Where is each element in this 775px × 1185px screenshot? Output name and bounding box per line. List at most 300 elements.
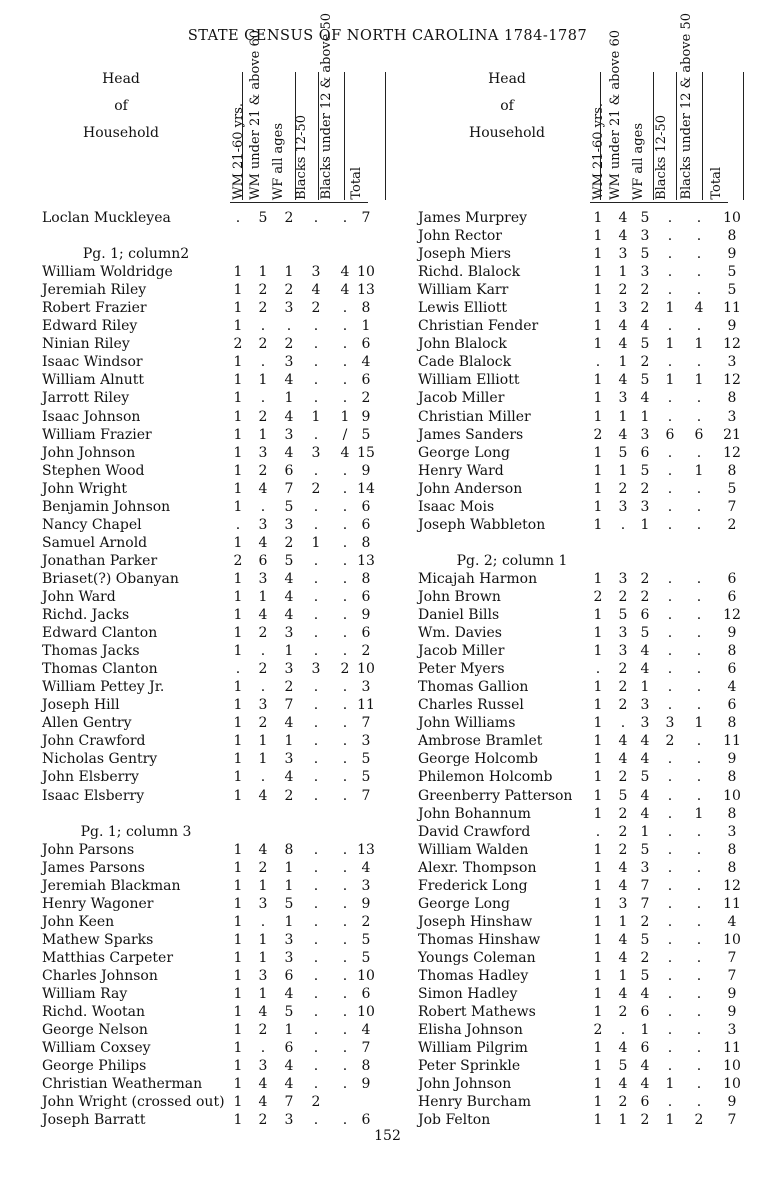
count-cell: 1 (640, 408, 650, 425)
count-cell: 5 (727, 282, 737, 299)
household-name: Joseph Hinshaw (418, 913, 533, 930)
count-cell: 7 (284, 697, 294, 714)
table-row (412, 245, 764, 263)
count-cell: 2 (258, 661, 268, 678)
count-cell: . (313, 769, 319, 786)
count-cell: . (667, 444, 673, 461)
count-cell: 4 (361, 354, 371, 371)
section-label: Pg. 2; column 1 (456, 552, 568, 569)
count-cell: 1 (593, 408, 603, 425)
count-cell: . (667, 643, 673, 660)
count-cell: 4 (284, 1076, 294, 1093)
table-row (36, 732, 396, 750)
count-cell: 1 (233, 697, 243, 714)
count-cell: 1 (618, 913, 628, 930)
count-cell: . (667, 210, 673, 226)
count-cell: . (313, 570, 319, 587)
count-cell: 3 (311, 661, 321, 678)
household-name: Jacob Miller (418, 390, 505, 407)
household-name: Henry Burcham (418, 1094, 532, 1111)
count-cell: 13 (357, 841, 375, 858)
count-cell: 2 (618, 661, 628, 678)
table-row (36, 534, 396, 552)
count-cell: 2 (640, 1112, 650, 1129)
count-cell: . (342, 516, 348, 533)
count-cell: 6 (694, 426, 704, 443)
count-cell: 1 (258, 931, 268, 948)
count-cell: 1 (593, 318, 603, 335)
count-cell: . (313, 1004, 319, 1021)
count-cell: 4 (258, 841, 268, 858)
count-cell: 4 (618, 372, 628, 389)
table-row (412, 768, 764, 786)
count-cell: . (313, 588, 319, 605)
count-cell: . (313, 318, 319, 335)
count-cell: 1 (233, 534, 243, 551)
table-row (412, 985, 764, 1003)
count-cell: 4 (640, 390, 650, 407)
count-cell: 2 (727, 516, 737, 533)
count-cell: . (667, 751, 673, 768)
count-cell: 5 (284, 895, 294, 912)
count-cell: 3 (640, 859, 650, 876)
count-cell: 2 (640, 949, 650, 966)
count-cell: 4 (361, 859, 371, 876)
count-cell: 1 (233, 841, 243, 858)
count-cell: 6 (284, 462, 294, 479)
count-cell: 3 (640, 697, 650, 714)
count-cell: 1 (593, 715, 603, 732)
household-name: Loclan Muckleyea (42, 210, 171, 226)
count-cell: 2 (284, 210, 294, 226)
count-cell: 4 (258, 787, 268, 804)
count-cell: 5 (361, 426, 371, 443)
household-name: William Elliott (418, 372, 520, 389)
household-name: William Pettey Jr. (42, 679, 165, 696)
table-row (412, 823, 764, 841)
count-cell: 8 (361, 534, 371, 551)
column-divider (676, 72, 677, 200)
count-cell: 15 (357, 444, 375, 461)
count-cell: . (667, 570, 673, 587)
table-row (36, 624, 396, 642)
count-cell: 4 (618, 210, 628, 226)
count-cell: 1 (233, 679, 243, 696)
count-cell: 1 (258, 949, 268, 966)
household-name: George Holcomb (418, 751, 538, 768)
count-cell: 1 (233, 967, 243, 984)
table-row (412, 787, 764, 805)
column-divider (743, 72, 744, 200)
count-cell: . (342, 986, 348, 1003)
column-header: Blacks 12-50 (654, 115, 669, 200)
count-cell: . (313, 841, 319, 858)
count-cell: 3 (361, 733, 371, 750)
count-cell: 1 (258, 372, 268, 389)
table-row (412, 480, 764, 498)
count-cell: . (667, 228, 673, 245)
count-cell: 8 (361, 570, 371, 587)
household-name: Job Felton (418, 1112, 491, 1129)
household-name: Cade Blalock (418, 354, 512, 371)
count-cell: 1 (593, 643, 603, 660)
count-cell: 2 (618, 1094, 628, 1111)
count-cell: 4 (640, 986, 650, 1003)
count-cell: 1 (258, 733, 268, 750)
household-name: Youngs Coleman (418, 949, 536, 966)
count-cell: 4 (618, 318, 628, 335)
count-cell: 3 (618, 643, 628, 660)
count-cell: 2 (258, 715, 268, 732)
count-cell: . (342, 390, 348, 407)
count-cell: 1 (258, 588, 268, 605)
head-label-line: Household (82, 125, 159, 141)
count-cell: . (696, 913, 702, 930)
count-cell: . (696, 931, 702, 948)
count-cell: 1 (233, 570, 243, 587)
count-cell: 2 (311, 300, 321, 317)
count-cell: 2 (618, 805, 628, 822)
count-cell: 7 (727, 498, 737, 515)
count-cell: 3 (618, 300, 628, 317)
count-cell: 10 (357, 661, 375, 678)
table-row (36, 480, 396, 498)
count-cell: . (342, 877, 348, 894)
count-cell: . (667, 390, 673, 407)
count-cell: . (342, 588, 348, 605)
table-row (36, 841, 396, 859)
count-cell: . (696, 643, 702, 660)
count-cell: 3 (618, 390, 628, 407)
household-name: Thomas Hinshaw (418, 931, 541, 948)
count-cell: . (260, 679, 266, 696)
count-cell: 1 (233, 877, 243, 894)
column-divider (702, 72, 703, 200)
count-cell: 1 (258, 877, 268, 894)
table-row (412, 317, 764, 335)
count-cell: 2 (640, 300, 650, 317)
count-cell: 2 (361, 643, 371, 660)
table-row (412, 371, 764, 389)
count-cell: 1 (233, 859, 243, 876)
count-cell: . (260, 1040, 266, 1057)
count-cell: 3 (284, 751, 294, 768)
table-row (36, 498, 396, 516)
count-cell: 1 (233, 426, 243, 443)
count-cell: . (696, 498, 702, 515)
count-cell: 7 (727, 1112, 737, 1129)
household-name: Philemon Holcomb (418, 769, 553, 786)
count-cell: 2 (640, 588, 650, 605)
table-row (36, 660, 396, 678)
household-name: Thomas Hadley (418, 967, 529, 984)
count-cell: 3 (640, 715, 650, 732)
count-cell: . (667, 588, 673, 605)
count-cell: 1 (233, 300, 243, 317)
count-cell: . (342, 769, 348, 786)
count-cell: 4 (618, 949, 628, 966)
count-cell: 6 (727, 697, 737, 714)
count-cell: 8 (727, 462, 737, 479)
count-cell: . (696, 228, 702, 245)
household-name: Micajah Harmon (418, 570, 538, 587)
count-cell: 8 (284, 841, 294, 858)
table-row (36, 949, 396, 967)
count-cell: 1 (694, 805, 704, 822)
count-cell: . (342, 1040, 348, 1057)
count-cell: 1 (233, 498, 243, 515)
count-cell: . (696, 823, 702, 840)
table-row (36, 426, 396, 444)
count-cell: 1 (694, 462, 704, 479)
count-cell: . (667, 679, 673, 696)
count-cell: . (342, 913, 348, 930)
household-name: William Woldridge (42, 264, 173, 281)
count-cell: 6 (284, 967, 294, 984)
count-cell: 5 (640, 246, 650, 263)
count-cell: 1 (233, 1040, 243, 1057)
household-name: Henry Ward (418, 462, 504, 479)
count-cell: 8 (727, 390, 737, 407)
count-cell: 1 (665, 1076, 675, 1093)
count-cell: 4 (311, 282, 321, 299)
household-name: George Long (418, 895, 510, 912)
count-cell: 8 (361, 300, 371, 317)
household-name: John Brown (418, 588, 501, 605)
count-cell: 2 (258, 859, 268, 876)
household-name: John Wright (crossed out) (42, 1094, 225, 1111)
count-cell: 1 (284, 643, 294, 660)
household-name: Elisha Johnson (418, 1022, 523, 1039)
count-cell: 9 (361, 408, 371, 425)
count-cell: . (342, 498, 348, 515)
count-cell: 1 (593, 967, 603, 984)
count-cell: 12 (723, 336, 741, 353)
table-row (36, 931, 396, 949)
count-cell: 1 (284, 1022, 294, 1039)
count-cell: 10 (723, 931, 741, 948)
count-cell: 4 (258, 607, 268, 624)
count-cell: 4 (618, 751, 628, 768)
table-row (412, 696, 764, 714)
household-name: John Wright (42, 480, 128, 497)
household-name: Jonathan Parker (42, 552, 158, 569)
count-cell: 1 (593, 1058, 603, 1075)
count-cell: . (313, 715, 319, 732)
household-name: Stephen Wood (42, 462, 145, 479)
count-cell: . (313, 967, 319, 984)
count-cell: . (696, 1094, 702, 1111)
household-name: John Ward (42, 588, 116, 605)
count-cell: 10 (357, 967, 375, 984)
count-cell: 2 (694, 1112, 704, 1129)
household-name: John Anderson (418, 480, 523, 497)
table-row (412, 462, 764, 480)
table-row (412, 624, 764, 642)
count-cell: . (620, 715, 626, 732)
count-cell: 4 (258, 1076, 268, 1093)
column-header: WM 21-60 yrs. (231, 103, 246, 200)
count-cell: . (342, 354, 348, 371)
column-header: WM 21-60 yrs. (591, 103, 606, 200)
count-cell: 1 (694, 336, 704, 353)
count-cell: 1 (593, 444, 603, 461)
household-name: Robert Mathews (418, 1004, 536, 1021)
household-name: Richd. Wootan (42, 1004, 146, 1021)
household-name: Richd. Jacks (42, 607, 130, 624)
count-cell: 4 (340, 282, 350, 299)
count-cell: 8 (727, 643, 737, 660)
count-cell: 1 (593, 607, 603, 624)
count-cell: . (313, 1076, 319, 1093)
count-cell: . (696, 264, 702, 281)
table-row (412, 444, 764, 462)
table-row (412, 426, 764, 444)
count-cell: 1 (640, 823, 650, 840)
count-cell: 2 (593, 1022, 603, 1039)
count-cell: 3 (284, 354, 294, 371)
count-cell: 1 (593, 931, 603, 948)
count-cell: 7 (284, 1094, 294, 1111)
count-cell: 1 (284, 859, 294, 876)
count-cell: . (696, 877, 702, 894)
count-cell: 1 (258, 426, 268, 443)
count-cell: . (313, 354, 319, 371)
count-cell: 4 (640, 318, 650, 335)
count-cell: 3 (727, 1022, 737, 1039)
table-row (412, 714, 764, 732)
household-name: John Elsberry (42, 769, 139, 786)
count-cell: 2 (258, 1112, 268, 1129)
count-cell: 12 (723, 372, 741, 389)
count-cell: 1 (233, 1112, 243, 1129)
count-cell: . (696, 588, 702, 605)
count-cell: 1 (618, 264, 628, 281)
table-row (412, 895, 764, 913)
count-cell: 4 (284, 444, 294, 461)
count-cell: 5 (361, 751, 371, 768)
count-cell: 3 (311, 264, 321, 281)
table-row (412, 1039, 764, 1057)
count-cell: 1 (593, 859, 603, 876)
household-name: Frederick Long (418, 877, 528, 894)
count-cell: 9 (727, 986, 737, 1003)
table-row (412, 408, 764, 426)
count-cell: . (696, 697, 702, 714)
count-cell: . (342, 625, 348, 642)
household-name: John Crawford (42, 733, 146, 750)
count-cell: . (696, 751, 702, 768)
count-cell: 4 (284, 408, 294, 425)
count-cell: 6 (361, 372, 371, 389)
count-cell: 3 (258, 895, 268, 912)
count-cell: 7 (361, 1040, 371, 1057)
count-cell: 1 (593, 498, 603, 515)
count-cell: 2 (618, 282, 628, 299)
count-cell: 2 (258, 300, 268, 317)
count-cell: 7 (361, 715, 371, 732)
count-cell: . (696, 1058, 702, 1075)
count-cell: 9 (727, 318, 737, 335)
count-cell: 11 (723, 300, 741, 317)
count-cell: 1 (233, 480, 243, 497)
count-cell: 3 (361, 877, 371, 894)
count-cell: 2 (311, 480, 321, 497)
count-cell: 4 (618, 426, 628, 443)
household-name: John Parsons (42, 841, 135, 858)
count-cell: 4 (618, 336, 628, 353)
table-row (412, 498, 764, 516)
count-cell: 2 (618, 769, 628, 786)
count-cell: . (313, 1022, 319, 1039)
count-cell: 1 (311, 408, 321, 425)
count-cell: 1 (233, 986, 243, 1003)
count-cell: 1 (340, 408, 350, 425)
count-cell: . (342, 697, 348, 714)
count-cell: . (342, 841, 348, 858)
count-cell: 1 (233, 769, 243, 786)
count-cell: . (313, 426, 319, 443)
count-cell: . (667, 949, 673, 966)
count-cell: 4 (618, 733, 628, 750)
count-cell: 1 (665, 300, 675, 317)
table-row (412, 299, 764, 317)
count-cell: 1 (233, 588, 243, 605)
count-cell: 1 (593, 228, 603, 245)
count-cell: 2 (618, 679, 628, 696)
household-name: Samuel Arnold (42, 534, 148, 551)
count-cell: 6 (284, 1040, 294, 1057)
count-cell: 5 (640, 931, 650, 948)
count-cell: . (595, 661, 601, 678)
count-cell: . (696, 354, 702, 371)
table-row (412, 805, 764, 823)
household-name: Isaac Mois (418, 498, 495, 515)
household-name: Edward Clanton (42, 625, 158, 642)
count-cell: 3 (618, 498, 628, 515)
count-cell: 3 (618, 246, 628, 263)
household-name: Charles Johnson (42, 967, 158, 984)
count-cell: 1 (233, 264, 243, 281)
count-cell: 5 (640, 462, 650, 479)
count-cell: 3 (727, 823, 737, 840)
count-cell: 9 (727, 246, 737, 263)
count-cell: 2 (233, 336, 243, 353)
count-cell: . (260, 354, 266, 371)
count-cell: . (260, 498, 266, 515)
count-cell: 8 (727, 769, 737, 786)
count-cell: . (260, 318, 266, 335)
column-header: WF all ages (271, 122, 286, 200)
count-cell: . (313, 733, 319, 750)
count-cell: 1 (233, 1094, 243, 1111)
count-cell: 3 (665, 715, 675, 732)
count-cell: 4 (618, 859, 628, 876)
count-cell: 1 (593, 264, 603, 281)
count-cell: 6 (727, 570, 737, 587)
table-row (412, 642, 764, 660)
household-name: William Walden (418, 841, 529, 858)
table-row (36, 985, 396, 1003)
count-cell: . (342, 715, 348, 732)
count-cell: 5 (618, 787, 628, 804)
head-of-household-label (412, 66, 602, 147)
count-cell: 4 (640, 787, 650, 804)
count-cell: . (313, 895, 319, 912)
count-cell: 1 (618, 354, 628, 371)
count-cell: 4 (618, 228, 628, 245)
count-cell: . (313, 607, 319, 624)
